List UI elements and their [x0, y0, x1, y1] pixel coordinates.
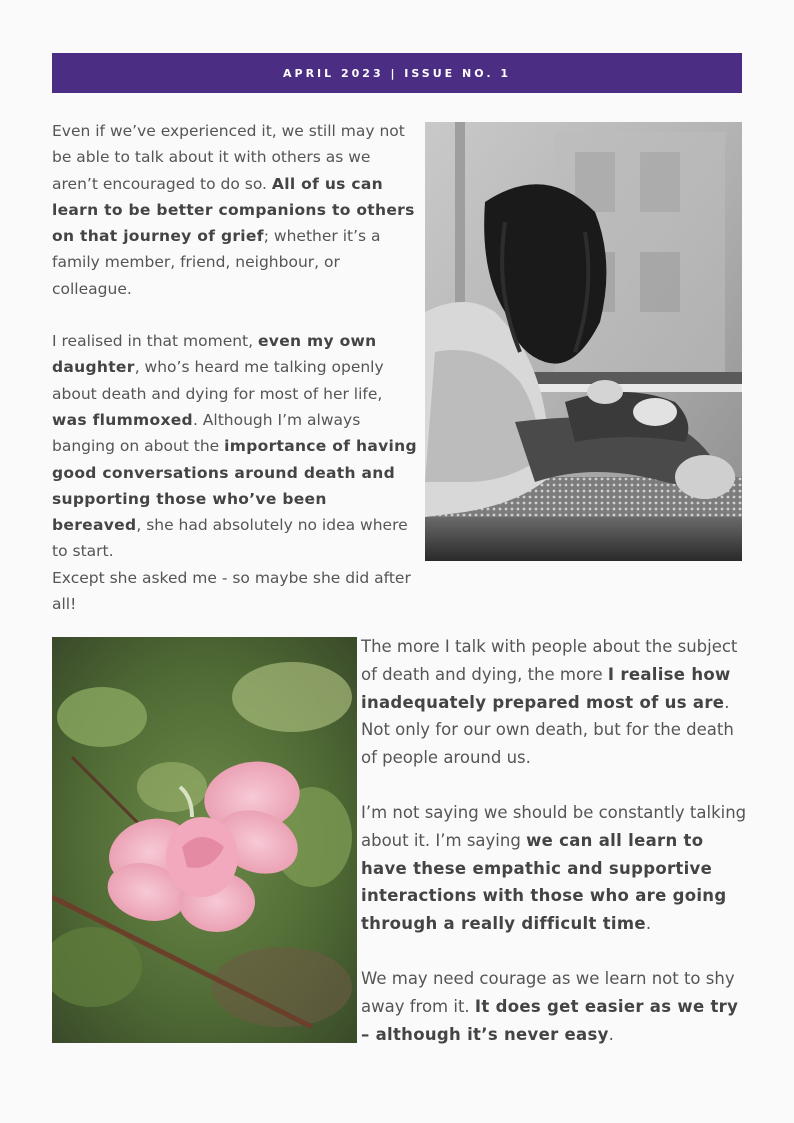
bold-text: All of us can learn to be better companions to others on that journey of grief	[52, 174, 415, 246]
text-run: The more I talk with people about the subject of death and dying, the more	[361, 637, 738, 684]
paragraph	[361, 633, 747, 772]
paragraph	[52, 118, 418, 302]
paragraph	[52, 565, 418, 618]
text-run: I’m not saying we should be constantly talking about it. I’m saying	[361, 802, 747, 850]
bold-text: It does get easier as we try – although it’s never easy	[361, 996, 739, 1044]
text-run: . Although I’m always banging on about the	[52, 410, 361, 456]
text-column-right	[361, 633, 747, 1048]
text-column-left	[52, 118, 418, 617]
text-run: .	[608, 1024, 614, 1044]
text-run: .	[645, 914, 652, 934]
bold-text: I realise how inadequately prepared most of us are	[361, 664, 731, 712]
paragraph	[52, 328, 418, 565]
bold-text: we can all learn to have these empathic and supportive interactions with those who are going through a really difficult time	[361, 830, 727, 934]
text-run: . Not only for our own death, but for the death of people around us.	[361, 692, 734, 768]
text-run: Even if we’ve experienced it, we still may not be able to talk about it with others as we aren’t encouraged to do so.	[52, 122, 405, 193]
text-run: , she had absolutely no idea where to start.	[52, 516, 408, 561]
issue-banner	[52, 53, 742, 93]
text-run: I realised in that moment,	[52, 332, 258, 351]
bold-text: importance of having good conversations around death and supporting those who’ve been bereaved	[52, 437, 417, 535]
text-run: Except she asked me - so maybe she did after all!	[52, 568, 411, 614]
pink-rose-photo	[52, 637, 357, 1043]
grieving-person-photo	[425, 122, 742, 561]
paragraph	[361, 965, 747, 1048]
text-run: , who’s heard me talking openly about death and dying for most of her life,	[52, 358, 384, 403]
banner-text: APRIL 2023 | ISSUE NO. 1	[283, 66, 511, 80]
text-run: ; whether it’s a family member, friend, neighbour, or colleague.	[52, 227, 381, 298]
bold-text: even my own daughter	[52, 332, 377, 377]
text-run: We may need courage as we learn not to shy away from it.	[361, 968, 735, 1016]
paragraph	[361, 799, 747, 938]
bold-text: was flummoxed	[52, 410, 193, 429]
